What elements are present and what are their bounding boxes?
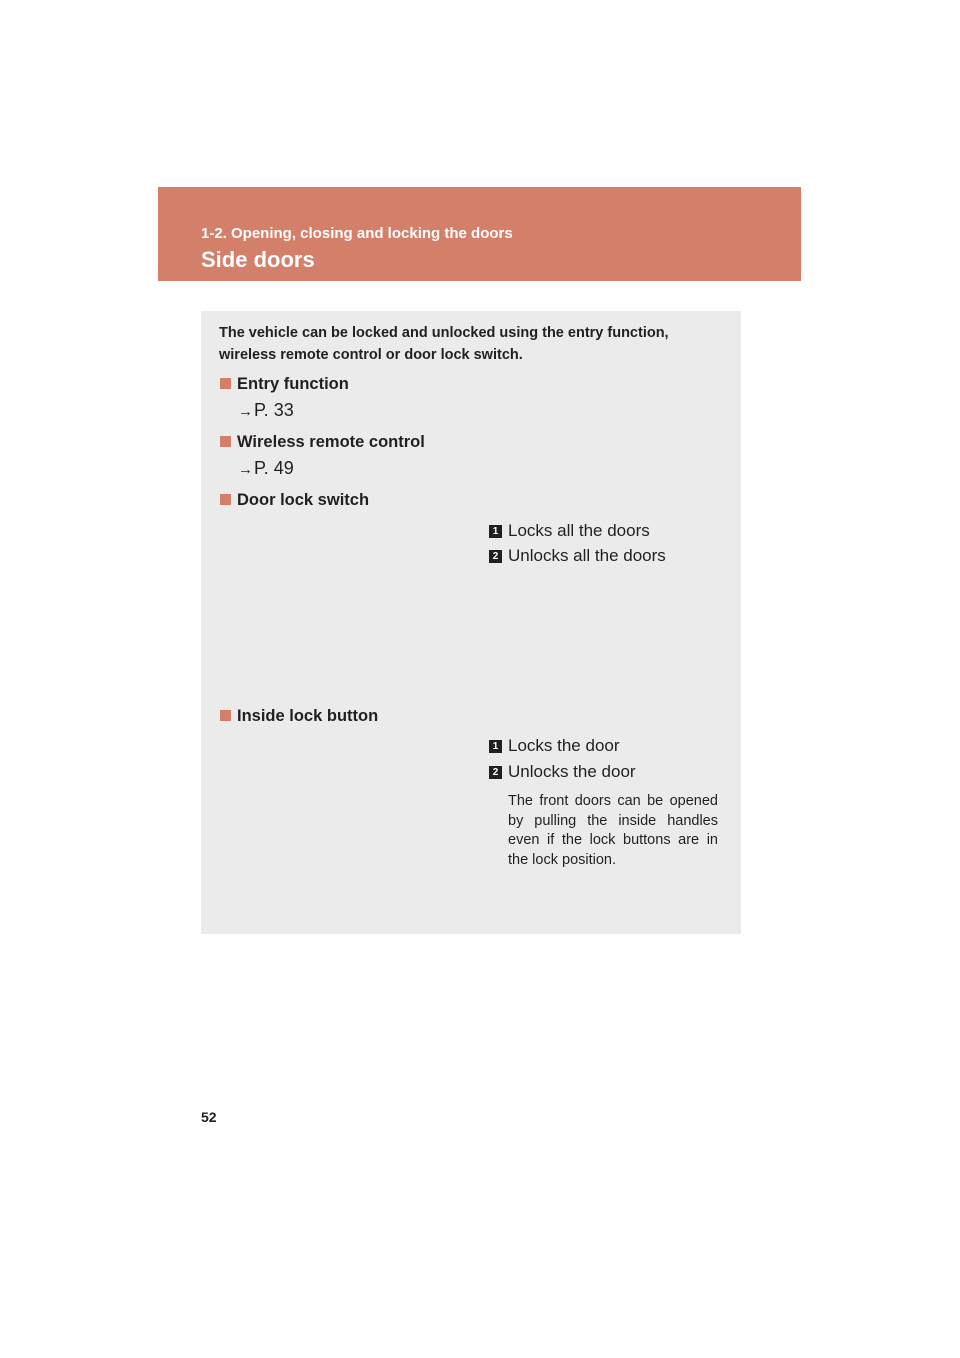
heading-label: Inside lock button [237, 707, 379, 725]
page-ref-label: P. 33 [254, 400, 294, 420]
content-panel [201, 311, 741, 934]
bullet-square-icon [220, 494, 231, 505]
section-label: 1-2. Opening, closing and locking the doors [201, 225, 513, 242]
step-text: Locks all the doors [508, 521, 650, 540]
step-text: Unlocks the door [508, 762, 636, 781]
step-number-badge: 1 [489, 525, 502, 538]
heading-label: Door lock switch [237, 491, 370, 509]
section-header [158, 187, 801, 281]
step-number-badge: 2 [489, 766, 502, 779]
bullet-square-icon [220, 710, 231, 721]
heading-label: Wireless remote control [237, 433, 425, 451]
step-number-badge: 2 [489, 550, 502, 563]
page-number: 52 [201, 1109, 217, 1125]
page-ref-entry[interactable] [238, 400, 294, 421]
arrow-right-icon: → [238, 461, 253, 478]
step-text: Unlocks all the doors [508, 546, 666, 565]
inside-lock-note: The front doors can be opened by pulling the inside handles even if the lock buttons are in the lock position. [508, 793, 718, 868]
bullet-square-icon [220, 436, 231, 447]
arrow-right-icon: → [238, 403, 253, 420]
intro-text: The vehicle can be locked and unlocked using the entry function, wireless remote control or door lock switch. [219, 325, 669, 363]
heading-door-lock-switch [220, 491, 369, 510]
heading-inside-lock-button [220, 707, 378, 726]
heading-label: Entry function [237, 375, 349, 393]
page-ref-label: P. 49 [254, 458, 294, 478]
page-ref-wireless[interactable] [238, 458, 294, 479]
heading-wireless-remote [220, 433, 425, 452]
step-text: Locks the door [508, 736, 620, 755]
bullet-square-icon [220, 378, 231, 389]
heading-entry-function [220, 375, 349, 394]
page-title: Side doors [201, 247, 315, 272]
step-number-badge: 1 [489, 740, 502, 753]
